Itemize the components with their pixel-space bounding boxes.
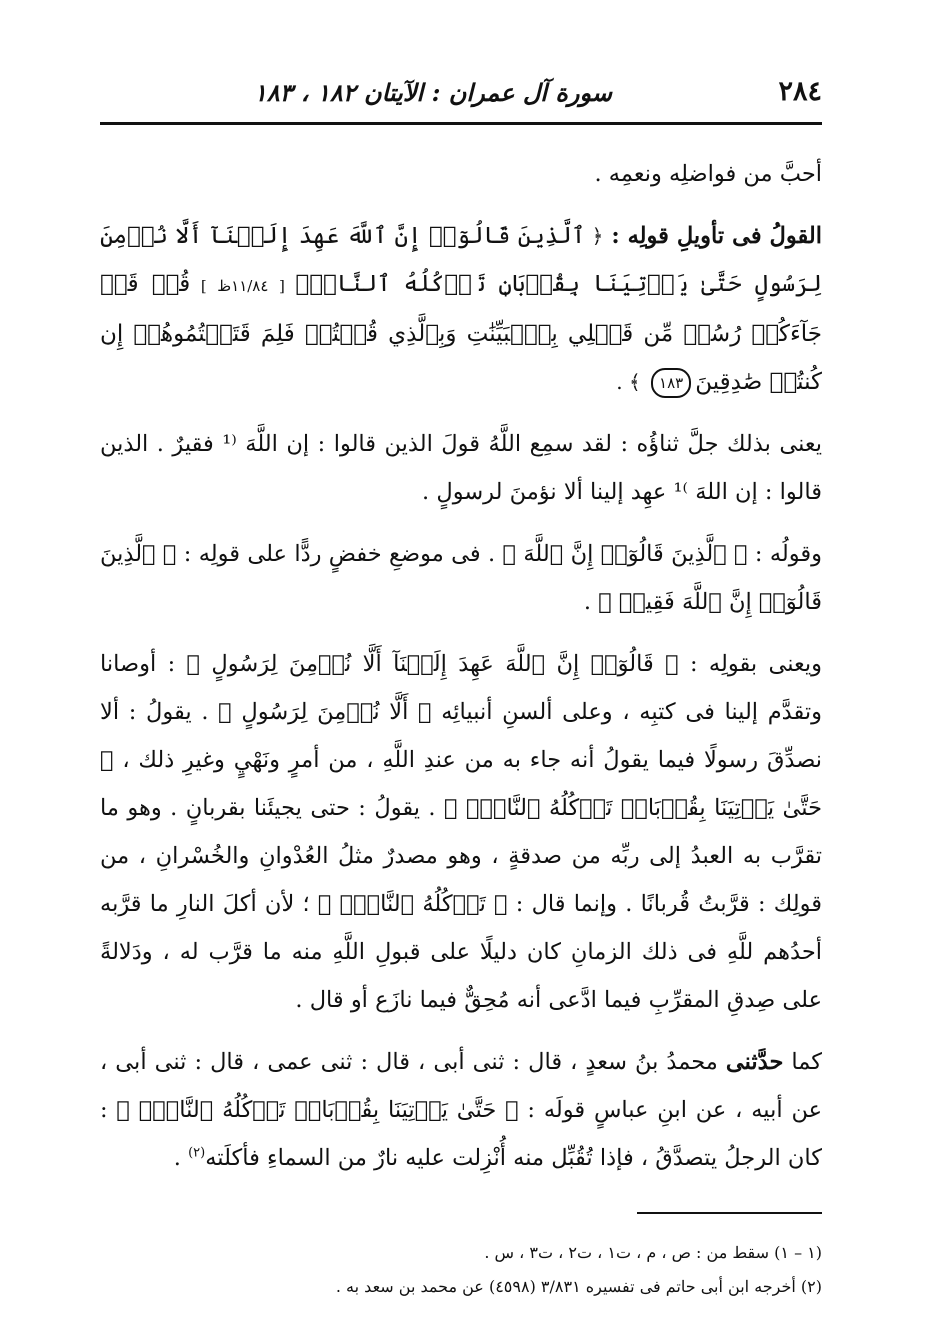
paragraph-6-start: كما <box>783 1049 822 1075</box>
ayah-number-marker: ١٨٣ <box>651 368 691 398</box>
verse-open-brace: ﴿ <box>585 224 604 248</box>
main-text <box>100 150 822 1196</box>
paragraph-6 <box>100 1038 822 1182</box>
running-title: سورة آل عمران : الآيتان ١٨٢ ، ١٨٣ <box>253 78 612 107</box>
paragraph-1: أحبَّ من فواضلِه ونعمِه . <box>594 161 822 187</box>
quran-verse-b: قُلۡ قَدۡ جَآءَكُمۡ رُسُلٞ مِّن قَبۡلِي بِٱلۡبَيِّنَٰتِ وَبِٱلَّذِي قُلۡتُمۡ فَلِمَ قَتَلۡتُمُوهُمۡ إِن كُنتُمۡ صَٰدِقِينَ <box>100 271 822 395</box>
footnotes <box>100 1236 822 1304</box>
page-header <box>100 72 822 120</box>
section-heading: القولُ فى تأويلِ قولِه : <box>603 223 823 249</box>
header-rule <box>100 122 822 125</box>
paragraph-6-end: . <box>173 1145 189 1171</box>
footnote-ref-2: (٢) <box>188 1145 206 1161</box>
paragraph-2 <box>100 212 822 406</box>
paragraph-4: وقولُه : ﴿ ٱلَّذِينَ قَالُوٓا۟ إِنَّ ٱللَّهَ ﴾ . فى موضعِ خفضٍ ردًّا على قولِه : ﴿ ٱلَّذِينَ قَالُوٓا۟ إِنَّ ٱللَّهَ فَقِيرٞ ﴾ . <box>100 541 822 615</box>
quran-verse-a: ٱلَّذِينَ قَالُوٓا۟ إِنَّ ٱللَّهَ عَهِدَ إِلَيۡنَآ أَلَّا نُؤۡمِنَ لِرَسُولٍ حَتَّىٰ يَأۡتِيَنَا بِقُرۡبَانٖ تَأۡكُلُهُ ٱلنَّارُۗ <box>100 223 823 297</box>
footnote-2: (٢) أخرجه ابن أبى حاتم فى تفسيره ٣/٨٣١ (٤٥٩٨) عن محمد بن سعد به . <box>335 1277 822 1296</box>
verse-close-brace: ﴾ . <box>616 370 648 394</box>
footnote-1: (١ – ١) سقط من : ص ، م ، ت١ ، ت٢ ، ت٣ ، س . <box>484 1243 822 1262</box>
hadith-narration-keyword: حدَّثنى <box>725 1049 784 1075</box>
paragraph-6-text: محمدُ بنُ سعدٍ ، قال : ثنى أبى ، قال : ثنى عمى ، قال : ثنى أبى ، عن أبيه ، عن ابنِ عباسٍ قولَه : ﴿ حَتَّىٰ يَأۡتِيَنَا بِقُرۡبَانٖ تَأۡكُلُهُ ٱلنَّارُۗ ﴾ : كان الرجلُ يتصدَّقُ ، فإذا تُقُبِّل منه أُنْزِلت عليه نارٌ من السماءِ فأكلَته <box>100 1049 822 1171</box>
manuscript-page-mark: [ ١١/٨٤ظ ] <box>190 277 296 295</box>
paragraph-3: يعنى بذلك جلَّ ثناؤُه : لقد سمِع اللَّهُ قولَ الذين قالوا : إن اللَّهَ ⁽¹ فقيرٌ . الذين قالوا : إن اللهَ ⁾¹ عهِد إلينا ألا نؤمنَ لرسولٍ . <box>100 431 822 505</box>
page-number: ٢٨٤ <box>778 76 822 107</box>
paragraph-5: ويعنى بقولِه : ﴿ قَالُوٓا۟ إِنَّ ٱللَّهَ عَهِدَ إِلَيۡنَآ أَلَّا نُؤۡمِنَ لِرَسُولٍ ﴾ : أوصانا وتقدَّم إلينا فى كتبِه ، وعلى ألسنِ أنبيائِه ﴿ أَلَّا نُؤۡمِنَ لِرَسُولٍ ﴾ . يقولُ : ألا نصدِّقَ رسولًا فيما يقولُ أنه جاء به من عندِ اللَّهِ ، من أمرٍ ونَهْيٍ وغيرِ ذلك ، ﴿ حَتَّىٰ يَأۡتِيَنَا بِقُرۡبَانٖ تَأۡكُلُهُ ٱلنَّارُۗ ﴾ . يقولُ : حتى يجيئَنا بقربانٍ . وهو ما تقرَّب به العبدُ إلى ربِّه من صدقةٍ ، وهو مصدرٌ مثلُ العُدْوانِ والخُسْرانِ ، من قولِك : قرَّبتُ قُربانًا . وإنما قال : ﴿ تَأۡكُلُهُ ٱلنَّارُۗ ﴾ ؛ لأن أكلَ النارِ ما قرَّبه أحدُهم للَّهِ فى ذلك الزمانِ كان دليلًا على قبولِ اللَّهِ منه ما قرَّب له ، ودَلالةً على صِدقِ المقرِّبِ فيما ادَّعى أنه مُحِقٌّ فيما نازَع أو قال . <box>100 651 822 1013</box>
footnote-rule <box>637 1212 822 1214</box>
